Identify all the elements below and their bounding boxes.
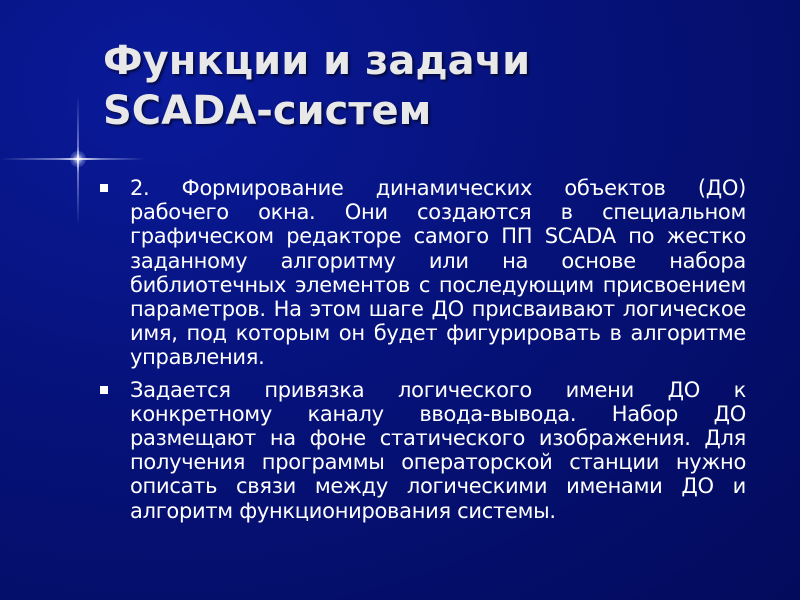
bullet-text-1: 2. Формирование динамических объектов (ДО) рабочего окна. Они создаются в специальном графическом редакторе самого ПП SCADA по жестко заданному алгоритму или на основе набора библиотечных элементов с последующим присвоением параметров. На этом шаге ДО присваивают логическое имя, под которым он будет фигурировать в алгоритме управления. [130,176,746,370]
slide-title-line-1: Функции и задачи [103,38,531,84]
bullet-text-2: Задается привязка логического имени ДО к конкретному каналу ввода-вывода. Набор ДО размещают на фоне статического изображения. Для получения программы операторской станции нужно описать связи между логическими именами ДО и алгоритм функционирования системы. [130,377,746,523]
square-bullet-icon [100,184,108,192]
slide-title-line-2: SCADA-систем [103,88,432,134]
slide-title [103,36,763,136]
square-bullet-icon [100,386,108,394]
bullet-item-2 [96,378,746,523]
bullet-item-1 [96,176,746,370]
sparkle-glow [70,151,86,167]
bullet-list [96,176,746,531]
